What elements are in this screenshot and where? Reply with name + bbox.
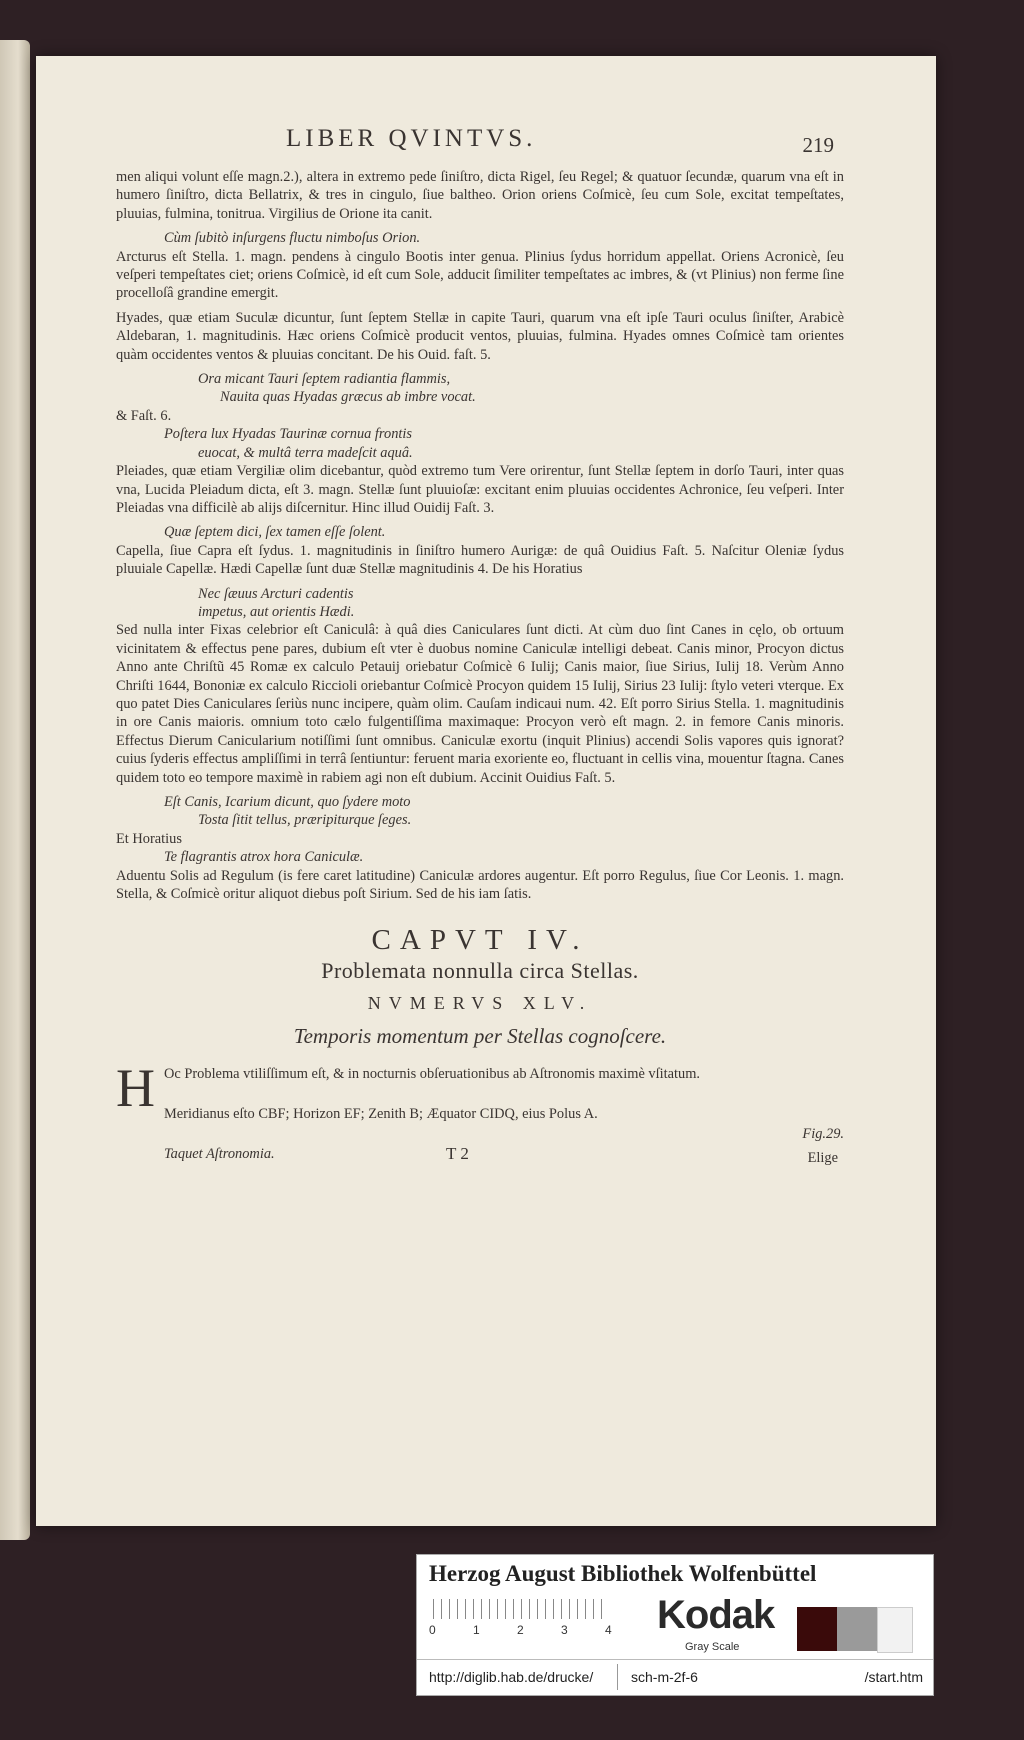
paragraph-pleiades: Pleiades, quæ etiam Vergiliæ olim dicebantur, quòd extremo tum Vere orirentur, ſunt Stellæ ſeptem in dorſo Tauri, inter quas vna, Lucida Pleiadum dicta, eſt 3. magn. Stellæ ſunt pluuioſæ: excitant enim pluuias occidentes Achronice, ſeu veſperi. Inter Pleiadas vna difficilè ab alijs diſcernitur. Hinc illud Ouidij Faſt. 3. [116, 463, 844, 516]
adjacent-page-edge [0, 40, 30, 1540]
verse-line: Eſt Canis, Icarium dicunt, quo ſydere moto [164, 794, 411, 810]
verse-line: Cùm ſubitò inſurgens fluctu nimboſus Orion. [164, 230, 421, 247]
digital-library-url: http://diglib.hab.de/drucke/ [429, 1669, 594, 1685]
gray-scale-label: Gray Scale [685, 1641, 740, 1653]
paragraph-capella: Capella, ſiue Capra eſt ſydus. 1. magnitudinis in ſiniſtro humero Aurigæ: de quâ Ouidius Faſt. 5. Naſcitur Oleniæ ſydus pluuiale Capellæ. Hædi Capellæ ſunt duæ Stellæ magnitudinis 4. De his Horatius [116, 542, 844, 578]
verse-line: euocat, & multâ terra madeſcit aquâ. [198, 444, 413, 461]
problem-setup-text: Meridianus eſto CBF; Horizon EF; Zenith B; Æquator CIDQ, eius Polus A. [164, 1106, 598, 1123]
start-file-link: /start.htm [864, 1669, 923, 1685]
number-heading: NVMERVS XLV. [367, 993, 593, 1014]
margin-source-note: Taquet Aſtronomia. [164, 1146, 275, 1163]
chapter-title: CAPVT IV. [371, 924, 589, 957]
scale-label: 0 [429, 1623, 436, 1637]
citation-line: & Faſt. 6. [116, 407, 172, 424]
paragraph-orion: men aliqui volunt eſſe magn.2.), altera in extremo pede ſiniſtro, dicta Rigel, ſeu Regel; & quatuor ſecundæ, quarum vna eſt in humero ſiniſtro, dicta Bellatrix, & tres in cingulo, ſiue baltheo. Orion oriens Coſmicè, ſeu cum Sole, excitat tempeſtates, pluuias, fulmina, tonitrua. Virgilius de Orione ita canit. [116, 169, 844, 222]
book-page [36, 56, 936, 1526]
paragraph-hyades: Hyades, quæ etiam Suculæ dicuntur, ſunt ſeptem Stellæ in capite Tauri, quarum vna eſt ipſe Tauri oculus ſiniſter, Arabicè Aldebaran, 1. magnitudinis. Hæc oriens Coſmicè producit ventos, pluuias, fulmina. Hyades omnes Coſmicè tam orientes quàm occidentes ventos & pluuias concitant. De his Ouid. faſt. 5. [116, 309, 844, 363]
kodak-logo: Kodak [657, 1593, 775, 1637]
verse-line: Poſtera lux Hyadas Taurinæ cornua frontis [164, 426, 412, 443]
verse-line: Ora micant Tauri ſeptem radiantia flammis, [198, 371, 451, 388]
running-title: LIBER QVINTVS. [286, 125, 537, 152]
verse-line: Nauita quas Hyadas græcus ab imbre vocat. [220, 389, 476, 406]
page-footer-line [116, 1126, 844, 1185]
verse-line: Nec ſæuus Arcturi cadentis [198, 585, 354, 602]
library-name: Herzog August Bibliothek Wolfenbüttel [429, 1561, 817, 1586]
paragraph-arcturus: Arcturus eſt Stella. 1. magn. pendens à cingulo Bootis inter genua. Plinius ſydus horridum appellat. Oriens Acronicè, ſeu veſperi tempeſtates ciet; oriens Coſmicè, id eſt cum Sole, adducit ſimiliter tempeſtates ac imbres, & (vt Plinius) non ferme ſine procelloſâ grandine emergit. [116, 248, 844, 302]
footer-divider [617, 1664, 618, 1690]
paragraph-regulus: Aduentu Solis ad Regulum (is fere caret latitudine) Caniculæ ardores augentur. Eſt porro Regulus, ſiue Cor Leonis. 1. magn. Stella, & Coſmicè oritur aliquot diebus poſt Sirium. Sed de his iam ſatis. [116, 867, 844, 903]
scale-label: 3 [561, 1623, 568, 1637]
color-swatch-dark [797, 1607, 837, 1651]
library-color-card [416, 1554, 934, 1696]
verse-line: Quæ ſeptem dici, ſex tamen eſſe ſolent. [164, 524, 386, 541]
verse-line: impetus, aut orientis Hædi. [198, 603, 355, 620]
running-head [116, 125, 844, 168]
page-text-block [116, 125, 844, 1185]
scale-label: 4 [605, 1623, 612, 1637]
problem-setup-paragraph [116, 1105, 844, 1145]
verse-line: Te flagrantis atrox hora Caniculæ. [164, 849, 364, 866]
problem-title: Temporis momentum per Stellas cognoſcere. [293, 1023, 667, 1048]
scale-ruler [433, 1599, 609, 1619]
verse-line: Tosta ſitit tellus, præripiturque ſeges. [198, 812, 412, 829]
signature-mark: T 2 [446, 1144, 469, 1164]
scale-label: 1 [473, 1623, 480, 1637]
citation-line: Et Horatius [116, 830, 182, 847]
chapter-subtitle: Problemata nonnulla circa Stellas. [321, 957, 639, 983]
scale-labels [429, 1623, 629, 1639]
color-swatch-gray [837, 1607, 877, 1651]
paragraph-canicula: Sed nulla inter Fixas celebrior eſt Caniculâ: à quâ dies Caniculares ſunt dicti. At cùm duo ſint Canes in cęlo, ob ortuum vicinitatem & effectus pene pares, dubium eſt vter è duobus nomine Caniculæ intelligi debeat. Canis minor, Procyon dictus Anno ante Chriſtũ 45 Romæ ex calculo Petauij oriebatur Coſmicè 6 Iulij; Canis maior, ſiue Sirius, Iulij 18. Verùm Anno Chriſti 1644, Bononiæ ex calculo Riccioli oriebantur Coſmicè Procyon quidem 15 Iulij, Sirius 23 Iulij: ſtylo veteri vterque. Ex quo patet Dies Caniculares ſeriùs nunc incipere, quàm olim. Cauſam indicaui num. 42. Eſt porro Sirius Stella. 1. magnitudinis in ore Canis maioris. omnium toto cælo fulgentiſſima maximaque: Procyon verò eſt magn. 2. in femore Canis minoris. Effectus Dierum Canicularium notiſſimi ſunt omnibus. Caniculæ exortu (inquit Plinius) accendi Solis vapores quis ignorat? cuius ſyderis effectus ampliſſimi in terrâ ſentiuntur: feruent maria exoriente eo, fluctuant in cellis vina, mouentur ſtagna. Canes quidem toto eo tempore maximè in rabiem agi non eſt dubium. Accinit Ouidius Faſt. 5. [116, 622, 844, 786]
figure-reference: Fig.29. [802, 1126, 844, 1143]
scale-label: 2 [517, 1623, 524, 1637]
problem-intro-text: Oc Problema vtiliſſimum eſt, & in nocturnis obſeruationibus ab Aſtronomis maximè vſitatum. [164, 1066, 700, 1083]
drop-cap: H [116, 1058, 155, 1119]
page-number: 219 [802, 133, 834, 157]
catchword: Elige [807, 1150, 838, 1167]
color-swatch-white [877, 1607, 913, 1653]
card-footer [417, 1659, 933, 1694]
shelfmark: sch-m-2f-6 [631, 1669, 698, 1685]
